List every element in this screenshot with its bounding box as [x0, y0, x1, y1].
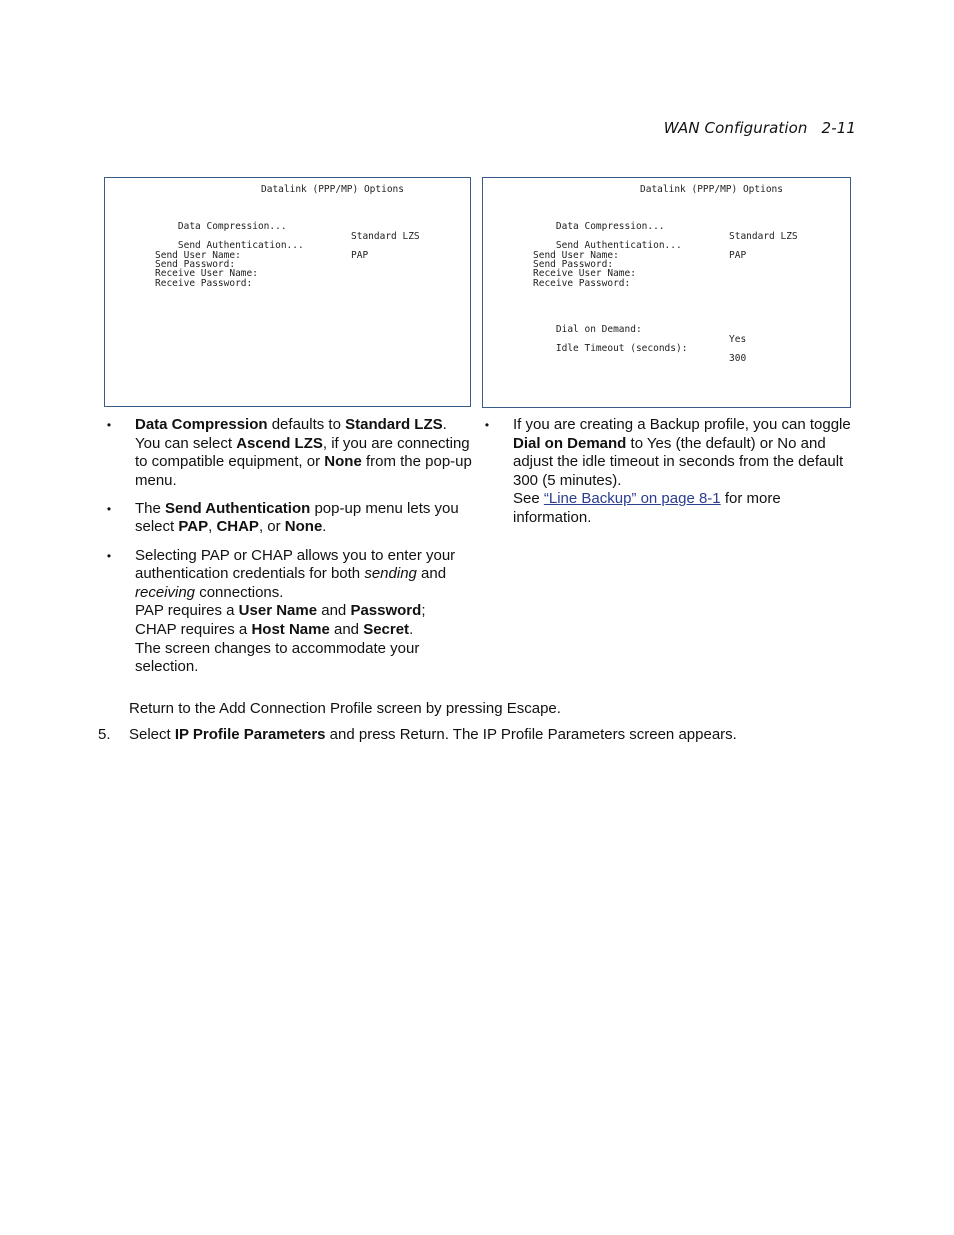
bullet-pap-chap: • Selecting PAP or CHAP allows you to enter your authentication credentials for both sending and receiving connections. PAP requires a User Name and Password; CHAP requires a Host Name and Secret. The screen changes to accommodate your selection. — [104, 547, 474, 677]
bullet-glyph: • — [484, 418, 490, 432]
screen-row-receive-password: Receive Password: — [155, 278, 253, 289]
bullet-backup-profile: • If you are creating a Backup profile, you can toggle Dial on Demand to Yes (the default) or No and adjust the idle timeout in seconds from the default 300 (5 minutes). See “Line Backup” on page 8-1 for more information. — [482, 416, 852, 528]
row-label: Send Authentication... — [555, 240, 682, 252]
row-label: Send Authentication... — [177, 240, 304, 252]
bullet-glyph: • — [106, 418, 112, 432]
row-value: PAP — [351, 249, 369, 261]
screen-row-send-user-name: Send User Name: — [155, 250, 241, 261]
step-5-text: Select IP Profile Parameters and press Return. The IP Profile Parameters screen appears. — [129, 726, 737, 743]
row-value: Yes — [729, 333, 747, 345]
row-value: 300 — [729, 352, 747, 364]
row-label: Data Compression... — [555, 221, 665, 233]
screen-row-receive-password: Receive Password: — [533, 278, 631, 289]
terminal-screen-datalink-options-backup — [482, 177, 851, 408]
bullet-glyph: • — [106, 548, 112, 563]
row-label: Dial on Demand: — [555, 324, 642, 336]
screen-row-receive-user-name: Receive User Name: — [155, 268, 258, 279]
header-section: WAN Configuration — [663, 119, 808, 137]
row-value: PAP — [729, 249, 747, 261]
bullet-send-authentication: • The Send Authentication pop-up menu lets you select PAP, CHAP, or None. — [104, 500, 474, 537]
screen-title: Datalink (PPP/MP) Options — [261, 184, 404, 195]
screen-row-send-password: Send Password: — [155, 259, 236, 270]
terminal-screen-datalink-options — [104, 177, 471, 407]
line-backup-link[interactable]: “Line Backup” on page 8-1 — [543, 490, 721, 508]
running-header — [664, 119, 856, 137]
step-number: 5. — [98, 726, 111, 743]
screen-title: Datalink (PPP/MP) Options — [640, 184, 783, 195]
row-label: Idle Timeout (seconds): — [555, 343, 688, 355]
return-instruction: Return to the Add Connection Profile screen by pressing Escape. — [129, 700, 561, 717]
screen-row-send-password: Send Password: — [533, 259, 614, 270]
screen-row-receive-user-name: Receive User Name: — [533, 268, 636, 279]
row-value: Standard LZS — [729, 230, 798, 242]
bullet-glyph: • — [106, 501, 112, 516]
row-value: Standard LZS — [351, 230, 420, 242]
row-label: Data Compression... — [177, 221, 287, 233]
bullet-data-compression: • Data Compression defaults to Standard LZS. You can select Ascend LZS, if you are connecting to compatible equipment, or None from the pop-up menu. — [104, 416, 474, 490]
header-page-number: 2-11 — [821, 119, 856, 137]
screen-row-send-user-name: Send User Name: — [533, 250, 619, 261]
left-column — [104, 416, 474, 686]
right-column — [482, 416, 852, 537]
